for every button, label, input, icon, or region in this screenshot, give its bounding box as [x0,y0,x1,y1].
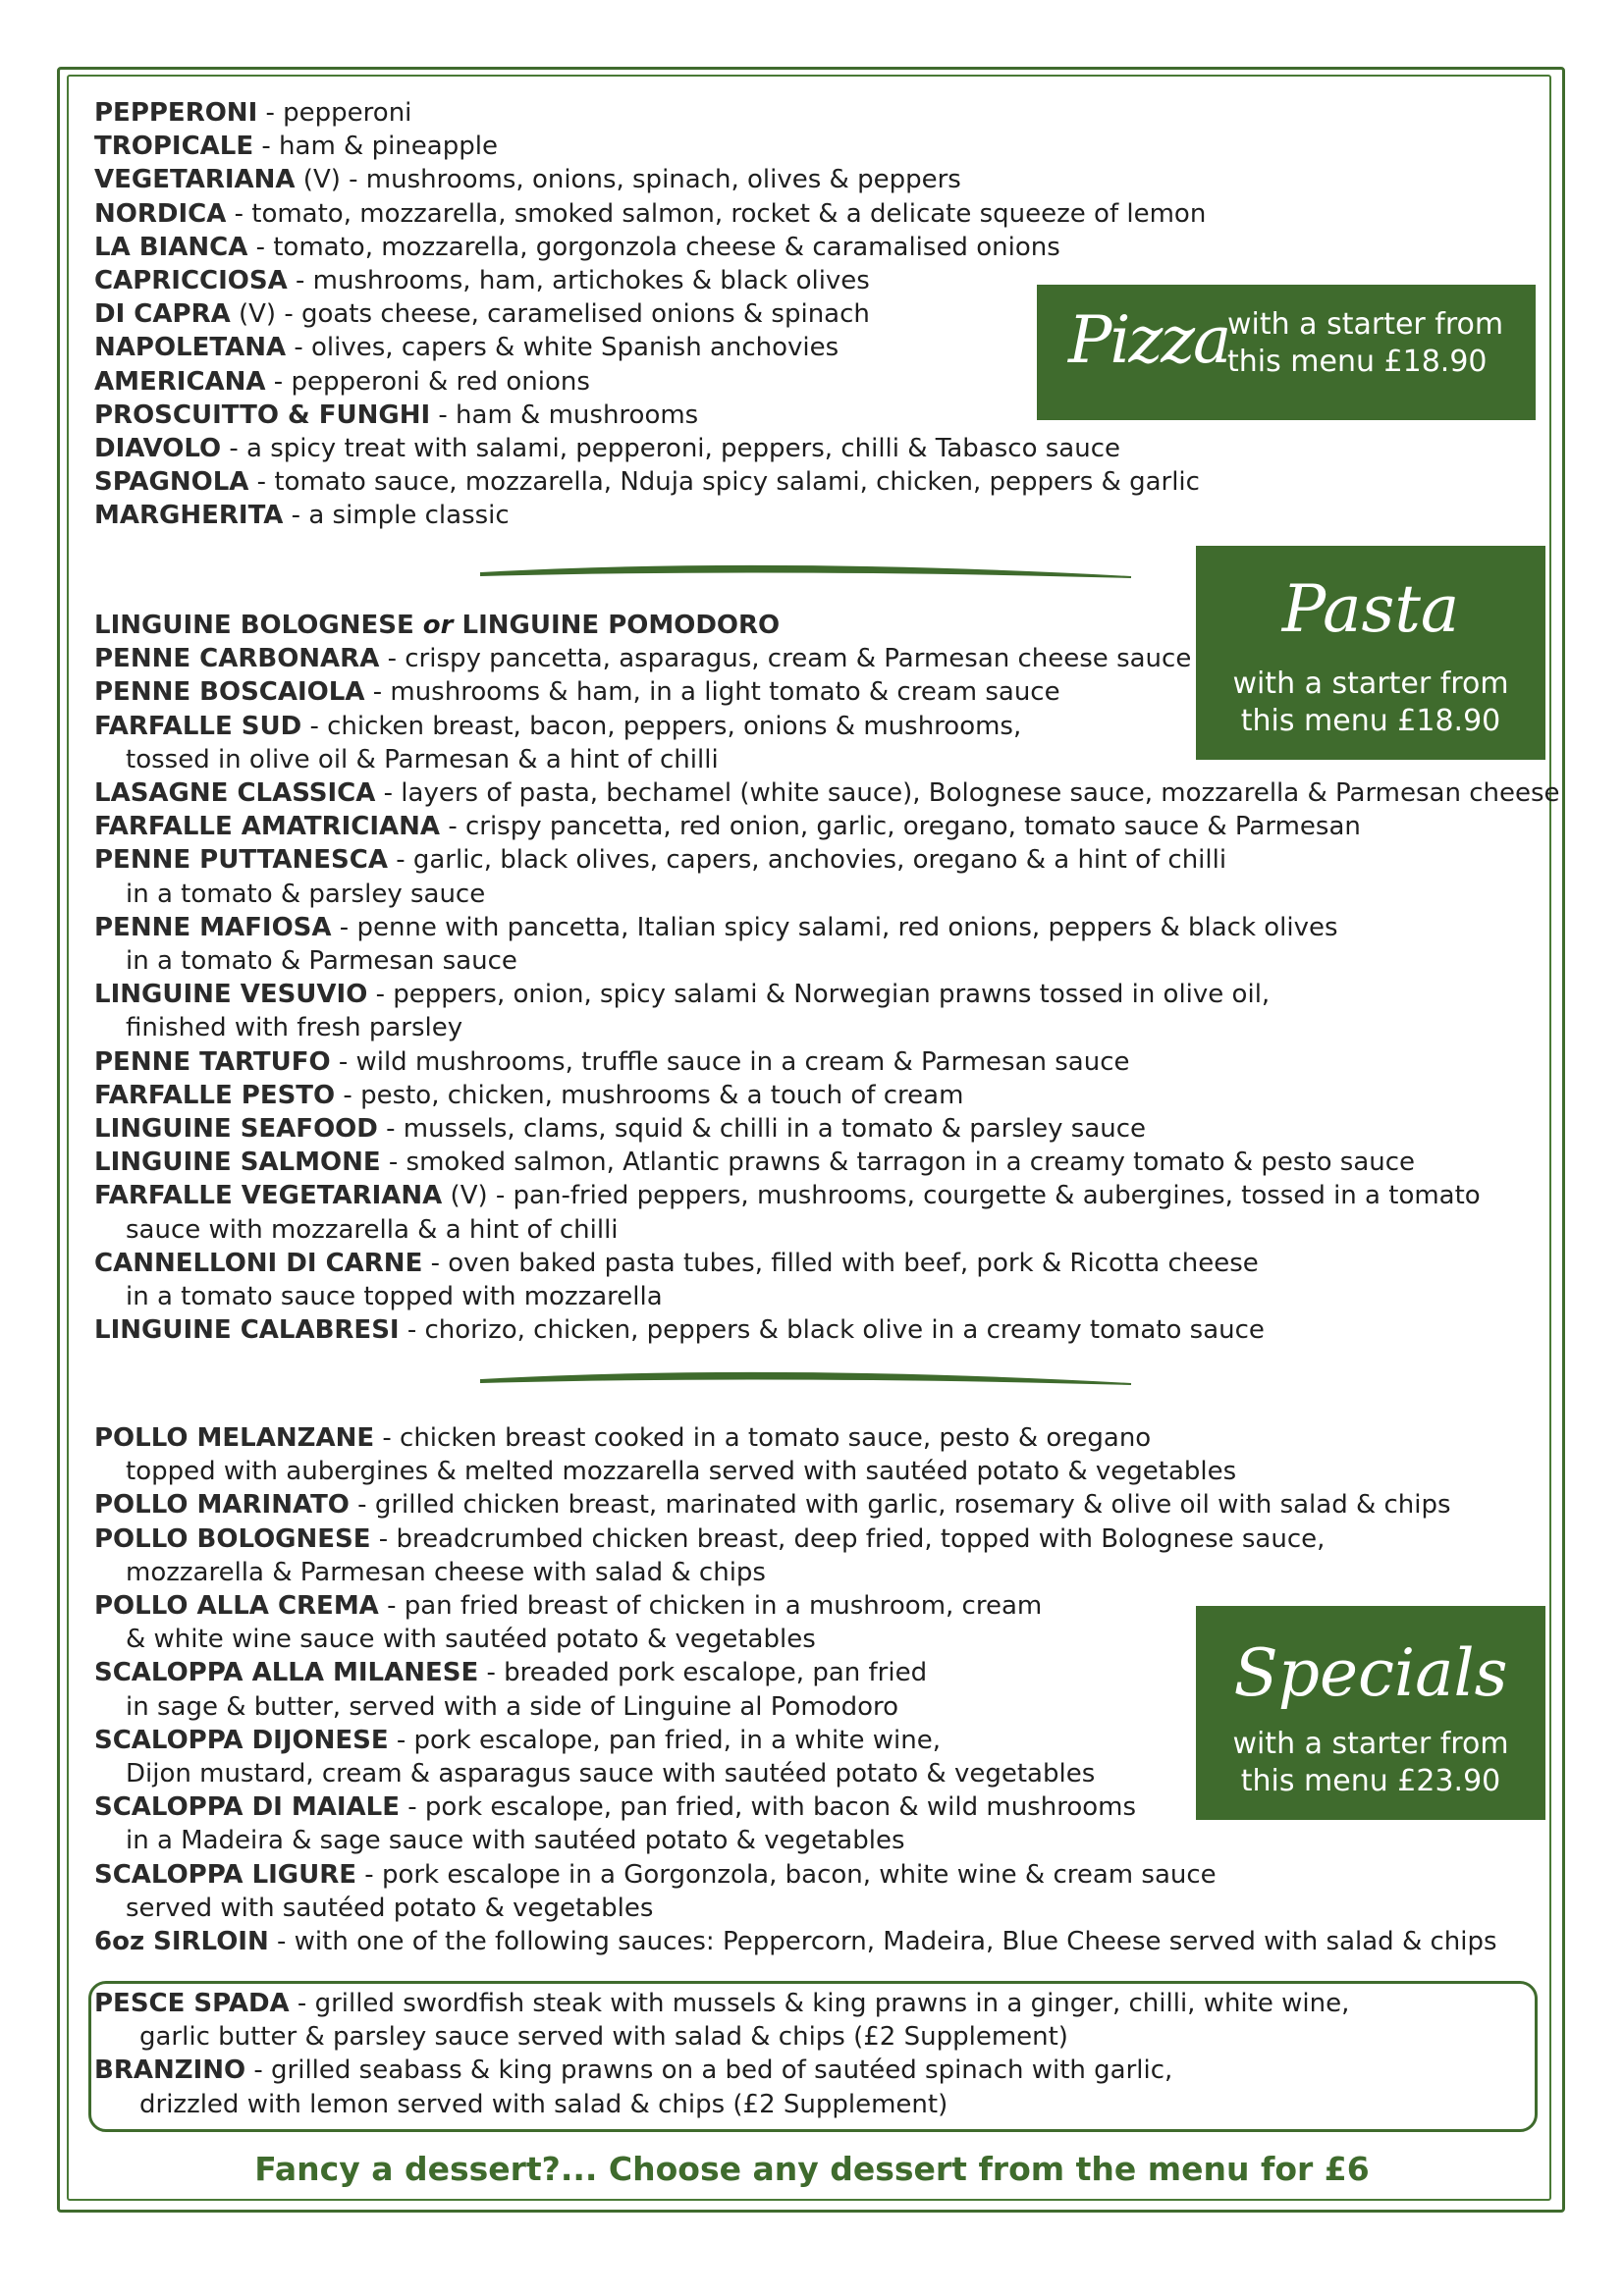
menu-item [94,1858,1497,1892]
menu-item-continuation: in a Madeira & sage sauce with sautéed potato & vegetables [126,1826,905,1856]
item-name: NAPOLETANA [94,333,287,363]
item-name: CAPRICCIOSA [94,266,288,296]
menu-item-continuation: finished with fresh parsley [126,1013,463,1043]
item-desc: - layers of pasta, bechamel (white sauce), Bolognese sauce, mozzarella & Parmesan cheese [375,778,1560,809]
menu-item [94,1313,1560,1347]
item-desc: - pork escalope, pan fried, with bacon & wild mushrooms [400,1792,1137,1823]
menu-item [94,1146,1560,1179]
menu-item-continuation: drizzled with lemon served with salad & chips (£2 Supplement) [139,2089,948,2119]
menu-item [94,1488,1497,1522]
menu-item [94,130,1206,163]
menu-item [94,776,1560,810]
item-name: FARFALLE PESTO [94,1080,336,1110]
menu-item [94,843,1560,877]
item-desc: - a spicy treat with salami, pepperoni, peppers, chilli & Tabasco sauce [221,434,1121,464]
item-desc: - olives, capers & white Spanish anchovies [286,333,839,363]
menu-item-continuation: in a tomato & Parmesan sauce [126,946,517,977]
pasta-banner-price: this menu £18.90 [1240,704,1501,738]
item-name: LINGUINE POMODORO [453,611,781,640]
item-desc: - ham & pineapple [253,132,498,162]
item-name: POLLO BOLOGNESE [94,1523,371,1554]
menu-item [94,197,1206,231]
menu-item-continuation: served with sautéed potato & vegetables [126,1893,654,1923]
item-name: SCALOPPA LIGURE [94,1859,357,1890]
item-name: 6oz SIRLOIN [94,1927,269,1957]
menu-item-continuation: in a tomato sauce topped with mozzarella [126,1282,663,1312]
item-name: POLLO MARINATO [94,1490,350,1521]
item-name: CANNELLONI DI CARNE [94,1248,423,1278]
item-desc: (V) - goats cheese, caramelised onions & spinach [230,299,870,330]
item-name: SCALOPPA ALLA MILANESE [94,1658,479,1688]
item-desc: - pork escalope, pan fried, in a white wine, [388,1725,941,1755]
item-desc: - crispy pancetta, asparagus, cream & Parmesan cheese sauce [379,644,1192,674]
item-name: VEGETARIANA [94,165,296,195]
menu-item [94,432,1206,465]
item-name: POLLO MELANZANE [94,1423,375,1453]
item-desc: - tomato sauce, mozzarella, Nduja spicy salami, chicken, peppers & garlic [248,467,1200,498]
item-desc: - chicken breast cooked in a tomato sauce, pesto & oregano [374,1423,1152,1453]
item-desc: (V) - pan-fried peppers, mushrooms, courgette & aubergines, tossed in a tomato [442,1181,1481,1211]
menu-item [94,465,1206,499]
menu-item [94,231,1206,264]
menu-item-continuation: in a tomato & parsley sauce [126,879,486,909]
pasta-banner-note-line: with a starter from [1232,667,1509,701]
item-desc: - penne with pancetta, Italian spicy salami, red onions, peppers & black olives [331,912,1338,942]
item-desc: - pork escalope in a Gorgonzola, bacon, white wine & cream sauce [356,1859,1217,1890]
item-name: PESCE SPADA [94,1989,290,2018]
menu-item-continuation: tossed in olive oil & Parmesan & a hint of chilli [126,744,719,774]
pizza-banner-note [1227,306,1503,381]
menu-item-continuation: garlic butter & parsley sauce served with salad & chips (£2 Supplement) [139,2022,1068,2053]
item-name: PENNE MAFIOSA [94,912,332,942]
item-desc: - a simple classic [283,501,510,531]
item-name: PEPPERONI [94,98,258,128]
menu-item [94,1045,1560,1079]
item-name: LINGUINE SALMONE [94,1148,381,1178]
pizza-banner-price: this menu £18.90 [1227,345,1488,379]
item-desc: - tomato, mozzarella, gorgonzola cheese & caramalised onions [247,232,1060,262]
menu-item [94,1421,1497,1455]
item-name: POLLO ALLA CREMA [94,1591,379,1622]
specials-banner-title: Specials [1233,1635,1508,1711]
item-name: PENNE BOSCAIOLA [94,677,365,708]
menu-item-continuation: topped with aubergines & melted mozzarella served with sautéed potato & vegetables [126,1457,1237,1487]
item-desc: - garlic, black olives, capers, anchovies, oregano & a hint of chilli [387,845,1227,876]
item-desc: - tomato, mozzarella, smoked salmon, rocket & a delicate squeeze of lemon [226,198,1207,229]
pizza-banner-title: Pizza [1068,302,1230,378]
specials-banner-note-line: with a starter from [1232,1727,1509,1761]
item-desc: - mushrooms, ham, artichokes & black olives [287,266,870,296]
item-name: PROSCUITTO & FUNGHI [94,400,431,430]
item-name: LINGUINE CALABRESI [94,1315,400,1346]
item-name: DI CAPRA [94,299,231,330]
menu-item [94,1522,1497,1556]
menu-item [94,1112,1560,1146]
item-name: FARFALLE SUD [94,711,302,741]
menu-item-continuation: sauce with mozzarella & a hint of chilli [126,1214,619,1245]
item-name: BRANZINO [94,2056,246,2086]
item-desc: - pepperoni [257,98,412,128]
menu-item [94,810,1560,843]
menu-item [94,96,1206,130]
fish-list [94,1987,1349,2121]
menu-item [94,1247,1560,1280]
item-desc: - mussels, clams, squid & chilli in a tomato & parsley sauce [377,1114,1147,1145]
item-name: FARFALLE VEGETARIANA [94,1181,443,1211]
item-name: SCALOPPA DI MAIALE [94,1792,400,1823]
item-desc: - chorizo, chicken, peppers & black olive in a creamy tomato sauce [399,1315,1265,1346]
menu-item [94,978,1560,1011]
pasta-banner-title: Pasta [1281,571,1460,647]
item-desc: - peppers, onion, spicy salami & Norwegian prawns tossed in olive oil, [367,980,1271,1010]
item-desc: - pesto, chicken, mushrooms & a touch of cream [335,1080,964,1110]
menu-item [94,163,1206,196]
item-name: LINGUINE SEAFOOD [94,1114,378,1145]
item-desc: - grilled seabass & king prawns on a bed of sautéed spinach with garlic, [245,2056,1173,2086]
item-desc: - chicken breast, bacon, peppers, onions & mushrooms, [301,711,1022,741]
item-name: PENNE TARTUFO [94,1046,331,1077]
menu-item [94,911,1560,944]
item-name: LINGUINE BOLOGNESE [94,611,423,640]
specials-banner-note [1196,1726,1545,1800]
menu-item [94,499,1206,532]
menu-item-continuation: Dijon mustard, cream & asparagus sauce with sautéed potato & vegetables [126,1759,1096,1789]
menu-item [94,2054,1349,2087]
menu-item [94,1079,1560,1112]
item-name: TROPICALE [94,132,254,162]
item-name: PENNE PUTTANESCA [94,845,388,876]
item-or: or [422,611,454,640]
specials-banner-price: this menu £23.90 [1240,1764,1501,1798]
item-name: NORDICA [94,198,227,229]
item-name: SPAGNOLA [94,467,249,498]
item-desc: - ham & mushrooms [430,400,699,430]
menu-item-continuation: mozzarella & Parmesan cheese with salad & chips [126,1557,766,1587]
item-name: LA BIANCA [94,232,248,262]
specials-banner [1196,1606,1545,1820]
item-desc: - oven baked pasta tubes, filled with beef, pork & Ricotta cheese [422,1248,1259,1278]
item-desc: - with one of the following sauces: Peppercorn, Madeira, Blue Cheese served with salad & chips [268,1927,1497,1957]
item-desc: - grilled chicken breast, marinated with garlic, rosemary & olive oil with salad & chips [349,1490,1451,1521]
item-desc: (V) - mushrooms, onions, spinach, olives & peppers [295,165,961,195]
menu-item [94,1925,1497,1958]
section-divider [477,556,1135,585]
item-desc: - crispy pancetta, red onion, garlic, oregano, tomato sauce & Parmesan [440,812,1361,842]
item-desc: - mushrooms & ham, in a light tomato & cream sauce [364,677,1060,708]
item-desc: - wild mushrooms, truffle sauce in a cream & Parmesan sauce [330,1046,1130,1077]
dessert-note: Fancy a dessert?... Choose any dessert from the menu for £6 [254,2150,1370,2188]
menu-item [94,1987,1349,2020]
pizza-banner [1037,285,1536,420]
item-desc: - pepperoni & red onions [265,366,590,397]
item-name: LINGUINE VESUVIO [94,980,368,1010]
menu-item [94,1179,1560,1212]
item-name: SCALOPPA DIJONESE [94,1725,389,1755]
item-name: FARFALLE AMATRICIANA [94,812,441,842]
item-desc: - grilled swordfish steak with mussels & king prawns in a ginger, chilli, white wine, [289,1989,1350,2018]
menu-item-continuation: in sage & butter, served with a side of Linguine al Pomodoro [126,1691,899,1722]
item-desc: - breadcrumbed chicken breast, deep fried, topped with Bolognese sauce, [370,1523,1326,1554]
item-name: PENNE CARBONARA [94,644,380,674]
pizza-banner-note-line: with a starter from [1227,307,1504,342]
item-desc: - smoked salmon, Atlantic prawns & tarragon in a creamy tomato & pesto sauce [380,1148,1416,1178]
item-name: LASAGNE CLASSICA [94,778,376,809]
item-desc: - breaded pork escalope, pan fried [478,1658,928,1688]
section-divider [477,1362,1135,1392]
item-desc: - pan fried breast of chicken in a mushroom, cream [378,1591,1043,1622]
pasta-banner-note [1196,666,1545,740]
item-name: MARGHERITA [94,501,284,531]
pasta-banner [1196,546,1545,760]
menu-item-continuation: & white wine sauce with sautéed potato & vegetables [126,1625,816,1655]
item-name: AMERICANA [94,366,266,397]
item-name: DIAVOLO [94,434,222,464]
